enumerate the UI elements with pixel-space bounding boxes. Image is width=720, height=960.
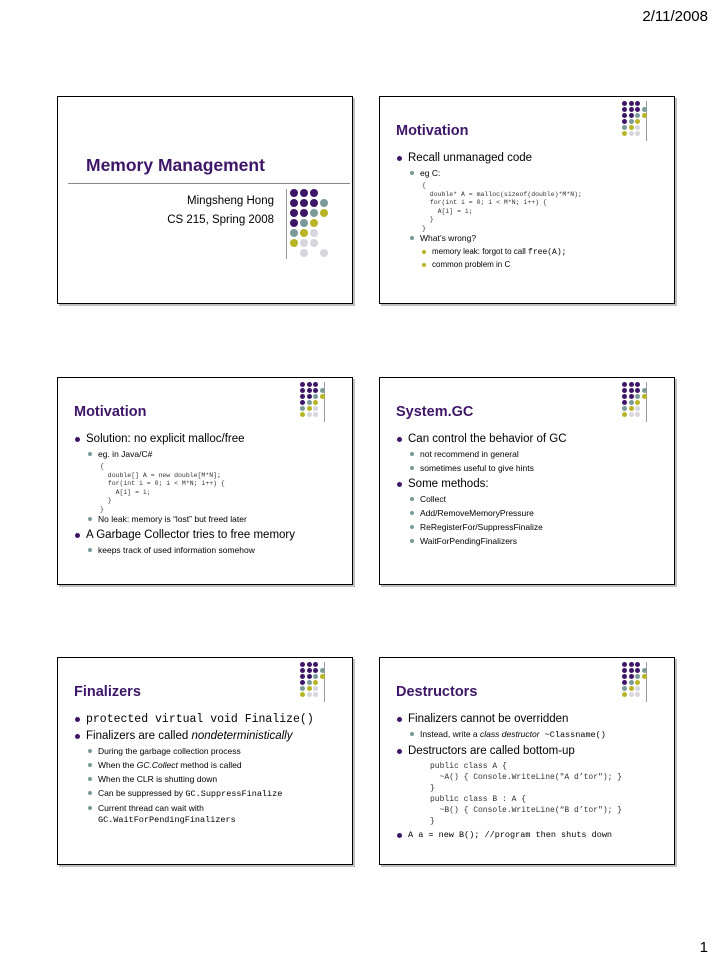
decoration-dot: [622, 394, 627, 399]
inline-code: ~Classname(): [539, 730, 606, 740]
decoration-dot: [622, 382, 627, 387]
decoration-dot: [629, 686, 634, 691]
decoration-dot: [290, 239, 298, 247]
sub-sub-bullet: common problem in C: [396, 260, 666, 270]
slide-motivation-2: [57, 377, 353, 585]
decoration-dot: [622, 674, 627, 679]
bullet-code: protected virtual void Finalize(): [74, 712, 344, 727]
decoration-dot: [642, 107, 647, 112]
title-divider: [68, 183, 350, 184]
decoration-dot: [313, 674, 318, 679]
code-block: { double* A = malloc(sizeof(double)*M*N); for(int i = 0; i < M*N; i++) { A[i] = i; } }: [422, 182, 582, 232]
decoration-dot: [635, 113, 640, 118]
page-number: 1: [699, 939, 708, 956]
bullet: Solution: no explicit malloc/free: [74, 432, 344, 447]
decoration-dot: [635, 668, 640, 673]
decoration-dot: [300, 412, 305, 417]
sub-bullet: What’s wrong?: [396, 233, 666, 244]
sub-sub-bullet: [396, 247, 666, 258]
page-date: 2/11/2008: [642, 8, 708, 25]
decoration-dot: [642, 668, 647, 673]
decoration-dot: [310, 209, 318, 217]
decoration-dot: [307, 382, 312, 387]
decoration-dot: [313, 382, 318, 387]
decoration-dot: [622, 400, 627, 405]
dot-decoration: [300, 382, 328, 422]
decoration-dot: [629, 131, 634, 136]
decoration-dot: [622, 692, 627, 697]
decoration-dot: [313, 412, 318, 417]
decoration-dot: [320, 674, 325, 679]
decoration-dot: [320, 209, 328, 217]
decoration-dot: [300, 406, 305, 411]
decoration-dot: [300, 189, 308, 197]
decoration-dot: [642, 394, 647, 399]
decoration-dot: [635, 692, 640, 697]
sub-bullet: ReRegisterFor/SuppressFinalize: [396, 522, 666, 533]
dot-decoration: [290, 189, 350, 259]
slide-destructors: [379, 657, 675, 865]
decoration-dot: [320, 394, 325, 399]
decoration-dot: [629, 119, 634, 124]
decoration-dot: [635, 131, 640, 136]
decoration-dot: [290, 199, 298, 207]
bullet: Destructors are called bottom-up: [396, 744, 666, 759]
decoration-dot: [310, 189, 318, 197]
decoration-dot: [313, 686, 318, 691]
decoration-dot: [635, 125, 640, 130]
decoration-dot: [307, 394, 312, 399]
decoration-dot: [629, 662, 634, 667]
decoration-dot: [310, 199, 318, 207]
decoration-dot: [622, 113, 627, 118]
decoration-dot: [635, 686, 640, 691]
decoration-dot: [629, 680, 634, 685]
decoration-dot: [629, 400, 634, 405]
decoration-dot: [622, 680, 627, 685]
decoration-dot: [629, 125, 634, 130]
decoration-dot: [622, 107, 627, 112]
bullet-text: Can be suppressed by: [98, 788, 186, 798]
decoration-dot: [642, 113, 647, 118]
decoration-dot: [629, 388, 634, 393]
bullet-text: When the: [98, 760, 137, 770]
decoration-dot: [629, 382, 634, 387]
decoration-dot: [629, 113, 634, 118]
decoration-dot: [300, 686, 305, 691]
decoration-dot: [629, 107, 634, 112]
decoration-dot: [320, 668, 325, 673]
decoration-dot: [629, 394, 634, 399]
sub-bullet: sometimes useful to give hints: [396, 463, 666, 474]
author-name: Mingsheng Hong: [187, 195, 274, 207]
decoration-dot: [290, 189, 298, 197]
dot-divider-line: [286, 189, 287, 259]
bullet: Some methods:: [396, 477, 666, 492]
decoration-dot: [307, 692, 312, 697]
decoration-dot: [300, 668, 305, 673]
decoration-dot: [629, 674, 634, 679]
sub-bullet: No leak: memory is “lost” but freed later: [74, 514, 344, 525]
decoration-dot: [642, 388, 647, 393]
decoration-dot: [622, 388, 627, 393]
slide-heading: Motivation: [396, 123, 469, 139]
slide-heading: Motivation: [74, 404, 147, 420]
decoration-dot: [635, 406, 640, 411]
decoration-dot: [635, 674, 640, 679]
sub-bullet: [74, 760, 344, 771]
slide-heading: System.GC: [396, 404, 474, 420]
decoration-dot: [307, 674, 312, 679]
sub-bullet: When the CLR is shutting down: [74, 774, 344, 785]
decoration-dot: [320, 388, 325, 393]
decoration-dot: [290, 209, 298, 217]
decoration-dot: [635, 101, 640, 106]
decoration-dot: [622, 125, 627, 130]
decoration-dot: [307, 412, 312, 417]
decoration-dot: [300, 219, 308, 227]
sub-bullet: Add/RemoveMemoryPressure: [396, 508, 666, 519]
decoration-dot: [635, 388, 640, 393]
decoration-dot: [300, 382, 305, 387]
decoration-dot: [290, 219, 298, 227]
course-name: CS 215, Spring 2008: [167, 214, 274, 226]
decoration-dot: [307, 400, 312, 405]
decoration-dot: [313, 394, 318, 399]
decoration-dot: [313, 406, 318, 411]
decoration-dot: [300, 388, 305, 393]
decoration-dot: [313, 692, 318, 697]
bullet-code: A a = new B(); //program then shuts down: [396, 828, 666, 843]
dot-decoration: [300, 662, 328, 702]
decoration-dot: [307, 406, 312, 411]
bullet: Finalizers cannot be overridden: [396, 712, 666, 727]
sub-bullet: [74, 788, 344, 800]
slide-title: [57, 96, 353, 304]
decoration-dot: [635, 107, 640, 112]
decoration-dot: [300, 249, 308, 257]
slide-motivation-1: [379, 96, 675, 304]
decoration-dot: [307, 686, 312, 691]
decoration-dot: [313, 388, 318, 393]
inline-code: free(A);: [528, 248, 567, 257]
decoration-dot: [300, 239, 308, 247]
decoration-dot: [622, 406, 627, 411]
sub-bullet: WaitForPendingFinalizers: [396, 536, 666, 547]
bullet: [74, 729, 344, 744]
decoration-dot: [300, 394, 305, 399]
decoration-dot: [300, 209, 308, 217]
code-block: { double[] A = new double[M*N]; for(int i = 0; i < M*N; i++) { A[i] = i; } }: [100, 463, 225, 513]
slide-system-gc: [379, 377, 675, 585]
decoration-dot: [622, 101, 627, 106]
decoration-dot: [635, 119, 640, 124]
decoration-dot: [313, 400, 318, 405]
decoration-dot: [635, 412, 640, 417]
decoration-dot: [629, 406, 634, 411]
decoration-dot: [635, 680, 640, 685]
decoration-dot: [300, 199, 308, 207]
decoration-dot: [300, 229, 308, 237]
decoration-dot: [622, 119, 627, 124]
sub-bullet: keeps track of used information somehow: [74, 545, 344, 556]
bullet-emphasis: GC.Collect: [136, 760, 178, 770]
bullet-text: memory leak: forgot to call: [432, 247, 529, 256]
decoration-dot: [307, 668, 312, 673]
decoration-dot: [307, 662, 312, 667]
sub-bullet: [396, 729, 666, 741]
decoration-dot: [642, 674, 647, 679]
decoration-dot: [629, 101, 634, 106]
decoration-dot: [313, 662, 318, 667]
inline-code: GC.SuppressFinalize: [185, 789, 283, 799]
decoration-dot: [635, 662, 640, 667]
decoration-dot: [313, 668, 318, 673]
decoration-dot: [300, 662, 305, 667]
decoration-dot: [629, 412, 634, 417]
decoration-dot: [622, 668, 627, 673]
sub-bullet: [74, 803, 344, 826]
code-block: public class A { ~A() { Console.WriteLine("A d’tor"); } } public class B : A { ~B() { Console.WriteLine(“B d’tor"); } }: [430, 762, 623, 826]
inline-code: GC.WaitForPendingFinalizers: [98, 815, 236, 825]
decoration-dot: [635, 394, 640, 399]
bullet-text: Instead, write a: [420, 729, 481, 739]
sub-bullet: eg. in Java/C#: [74, 449, 344, 460]
decoration-dot: [300, 680, 305, 685]
bullet-emphasis: nondeterministically: [191, 730, 293, 742]
decoration-dot: [290, 229, 298, 237]
bullet-text: Finalizers are called: [86, 730, 192, 742]
dot-decoration: [622, 101, 650, 141]
sub-bullet: eg C:: [396, 168, 666, 179]
decoration-dot: [310, 239, 318, 247]
bullet-text: Current thread can wait with: [98, 803, 204, 813]
decoration-dot: [307, 680, 312, 685]
sub-bullet: During the garbage collection process: [74, 746, 344, 757]
bullet-emphasis: class destructor: [480, 729, 540, 739]
slide-finalizers: [57, 657, 353, 865]
dot-decoration: [622, 382, 650, 422]
bullet: Recall unmanaged code: [396, 151, 666, 166]
decoration-dot: [622, 686, 627, 691]
sub-bullet: Collect: [396, 494, 666, 505]
decoration-dot: [622, 662, 627, 667]
decoration-dot: [622, 412, 627, 417]
decoration-dot: [320, 199, 328, 207]
sub-bullet: not recommend in general: [396, 449, 666, 460]
decoration-dot: [629, 692, 634, 697]
decoration-dot: [300, 400, 305, 405]
presentation-title: Memory Management: [86, 155, 265, 175]
decoration-dot: [629, 668, 634, 673]
dot-decoration: [622, 662, 650, 702]
decoration-dot: [310, 229, 318, 237]
slide-heading: Finalizers: [74, 684, 141, 700]
decoration-dot: [300, 692, 305, 697]
bullet: A Garbage Collector tries to free memory: [74, 528, 344, 543]
decoration-dot: [320, 249, 328, 257]
slide-heading: Destructors: [396, 684, 478, 700]
decoration-dot: [635, 382, 640, 387]
decoration-dot: [635, 400, 640, 405]
decoration-dot: [307, 388, 312, 393]
decoration-dot: [622, 131, 627, 136]
decoration-dot: [313, 680, 318, 685]
decoration-dot: [300, 674, 305, 679]
bullet-text: method is called: [177, 760, 242, 770]
bullet: Can control the behavior of GC: [396, 432, 666, 447]
decoration-dot: [310, 219, 318, 227]
